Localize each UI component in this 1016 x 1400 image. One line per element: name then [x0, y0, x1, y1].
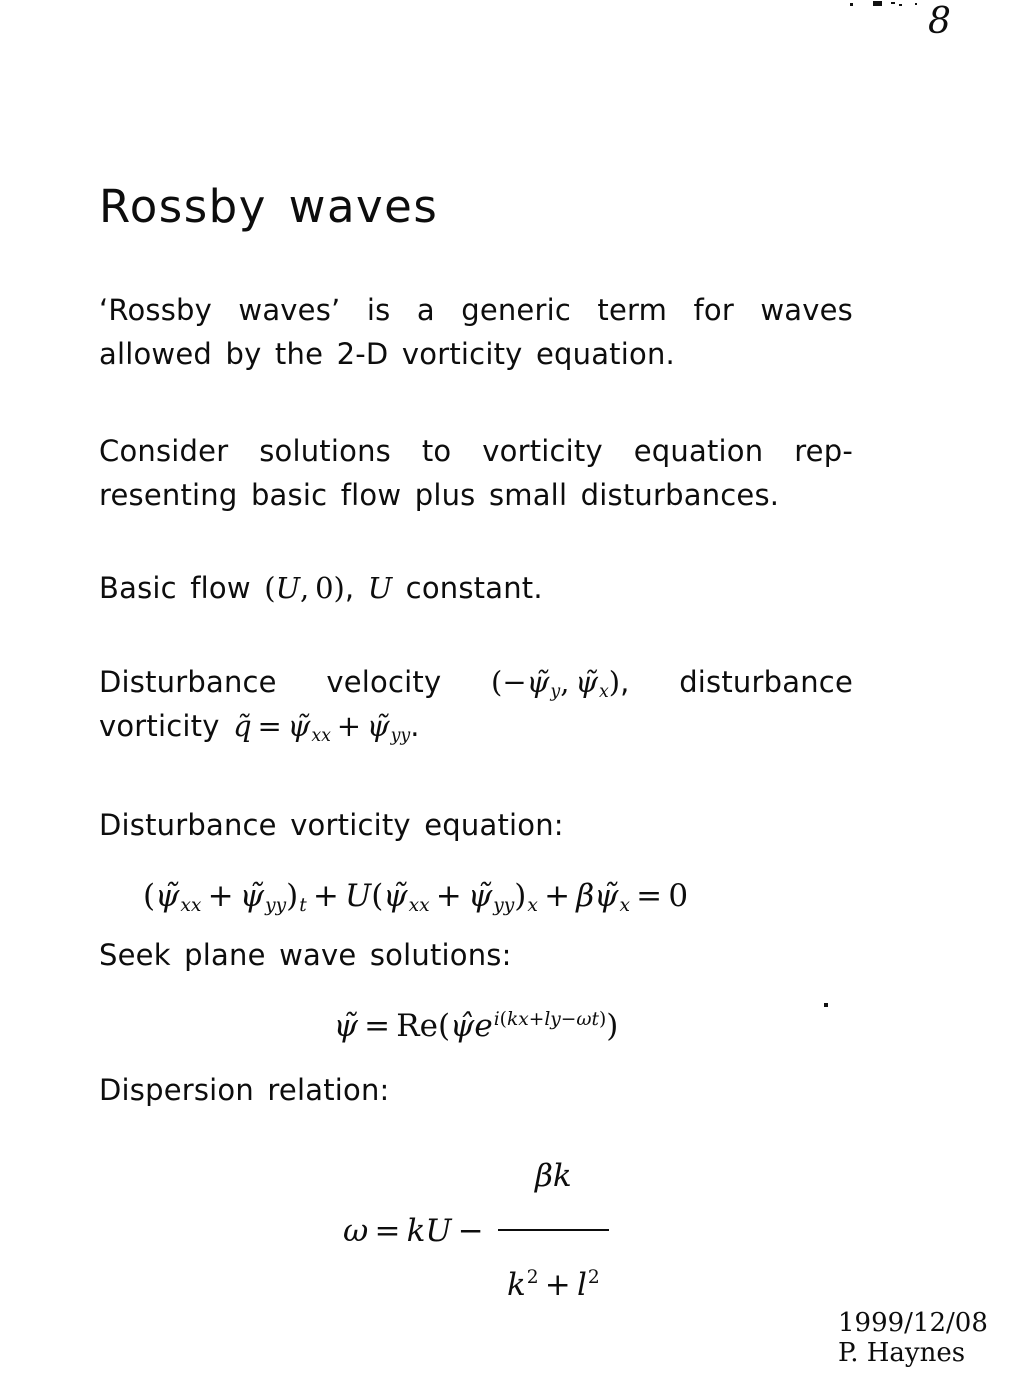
paragraph-consider — [99, 429, 853, 517]
display-math-plane-wave: ψ̃ = $Re(\psîe^{i(kx+ly-\omega t)})$ — [333, 1008, 619, 1044]
inline-math-basic-flow: (U, 0) — [264, 571, 345, 605]
display-math-dispersion: ω = kU − $\frac{\beta k}{k^2 + l^2}$ — [343, 1213, 609, 1249]
text-segment: . — [410, 709, 420, 743]
equation-plane-wave — [99, 988, 853, 1064]
footer-author: P. Haynes — [838, 1338, 966, 1368]
paragraph-line — [99, 566, 853, 610]
heading-text: Seek plane wave solutions: — [99, 938, 512, 972]
scan-artifact-mark — [891, 2, 895, 4]
heading-plane-wave — [99, 933, 853, 977]
scan-artifact-mark — [873, 1, 882, 6]
inline-math-disturbance-vorticity: q̃ = $\psĩ_{xx}$ + $\psĩ_{yy}$ — [233, 709, 411, 746]
paragraph-line: Consider solutions to vorticity equation rep- — [99, 434, 853, 468]
scan-artifact-mark — [915, 3, 917, 5]
display-math-vorticity: ($\psĩ_{xx}$ + $\psĩ_{yy})_t$ + $U(\psĩ_{xx}$ + $\psĩ_{yy})_x$ + $\beta\psĩ_x = 0$ — [143, 878, 689, 917]
heading-text: Disturbance vorticity equation: — [99, 808, 564, 842]
text-segment: , — [344, 571, 368, 605]
paragraph-basic-flow — [99, 566, 853, 610]
equation-vorticity — [99, 858, 853, 934]
text-segment: constant. — [392, 571, 543, 605]
text-segment: vorticity — [99, 709, 234, 743]
inline-math-u: U — [367, 571, 393, 605]
heading-text: Dispersion relation: — [99, 1073, 390, 1107]
paragraph-line — [99, 660, 853, 704]
text-segment: Disturbance velocity — [99, 665, 491, 699]
paragraph-disturbance — [99, 660, 853, 748]
scan-artifact-mark — [899, 4, 902, 6]
paragraph-line: allowed by the 2-D vorticity equation. — [99, 337, 675, 371]
heading-dispersion — [99, 1068, 853, 1112]
paragraph-intro — [99, 288, 853, 376]
paragraph-line: ‘Rossby waves’ is a generic term for waves — [99, 293, 853, 327]
inline-math-disturbance-velocity: ($-\psĩ_y$, $\psĩ_x$) — [490, 665, 621, 702]
text-segment: Basic flow — [99, 571, 265, 605]
paragraph-line: resenting basic flow plus small disturbances. — [99, 478, 780, 512]
heading-vorticity-equation — [99, 803, 853, 847]
footer — [838, 1308, 988, 1368]
page-number: 8 — [928, 1, 951, 42]
equation-dispersion — [99, 1128, 853, 1337]
scan-artifact-mark — [850, 3, 853, 6]
paragraph-line — [99, 704, 853, 748]
footer-date: 1999/12/08 — [838, 1308, 988, 1338]
text-segment: , disturbance — [620, 665, 853, 699]
page-title: Rossby waves — [99, 180, 439, 233]
